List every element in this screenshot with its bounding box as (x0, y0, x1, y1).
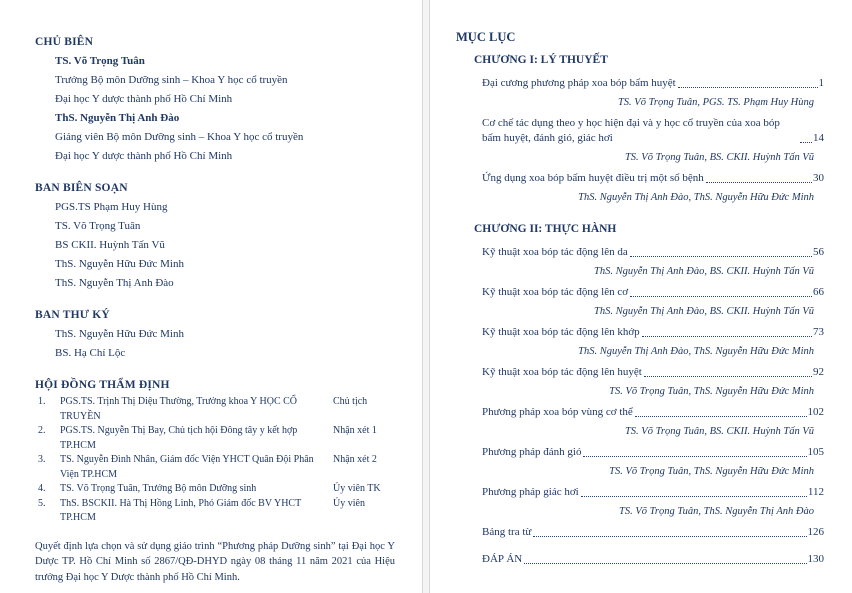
toc-page-number: 66 (813, 286, 824, 298)
person-name: BS. Hạ Chí Lộc (55, 347, 126, 359)
dot-leader (583, 456, 806, 457)
person-name: BS CKII. Huỳnh Tấn Vũ (55, 239, 165, 251)
toc-entry-authors: ThS. Nguyễn Thị Anh Đào, ThS. Nguyễn Hữu Đức Minh (578, 346, 814, 357)
council-row (35, 482, 395, 497)
toc-entry-title: Phương pháp đánh gió (482, 446, 582, 458)
toc-entry-title: Kỹ thuật xoa bóp tác động lên khớp (482, 326, 640, 338)
toc-entry-title: Phương pháp giác hơi (482, 486, 579, 498)
toc-entry-title: Phương pháp xoa bóp vùng cơ thể (482, 406, 633, 418)
council-row (35, 395, 395, 424)
dot-leader (524, 563, 806, 564)
toc-page-number: 1 (818, 77, 824, 89)
toc-entry-title: Kỹ thuật xoa bóp tác động lên huyệt (482, 366, 642, 378)
person-title-line: Giảng viên Bộ môn Dưỡng sinh – Khoa Y học cổ truyền (55, 131, 304, 143)
section-chief-editors (35, 33, 395, 166)
toc-entry-line (482, 76, 824, 91)
approval-decision-note: Quyết định lựa chọn và sử dụng giáo trình “Phương pháp Dưỡng sinh” tại Đại học Y Dược TP. Hồ Chí Minh số 2867/QĐ-DHYD ngày 08 tháng 11 năm 2021 của Hiệu trưởng Đại học Y Dược thành phố Hồ Chí Minh. (35, 540, 395, 583)
council-role: Nhận xét 1 (333, 425, 377, 436)
dot-leader (642, 336, 812, 337)
person-name: TS. Võ Trọng Tuân (55, 220, 141, 232)
toc-entry-line (482, 116, 824, 146)
toc-entry-authors: TS. Võ Trọng Tuân, BS. CKII. Huỳnh Tấn Vũ (624, 426, 814, 437)
dot-leader (706, 182, 812, 183)
section-editorial-board (35, 179, 395, 293)
council-member: PGS.TS. Trịnh Thị Diệu Thường, Trưởng khoa Y HỌC CỔ TRUYỀN (60, 396, 298, 422)
toc-item (482, 245, 824, 279)
section-heading: BAN BIÊN SOẠN (35, 182, 128, 194)
person-name: TS. Võ Trọng Tuân (55, 55, 145, 67)
row-number: 4. (38, 483, 46, 494)
toc-item (482, 285, 824, 319)
row-number: 3. (38, 454, 46, 465)
chapter-1-heading: CHƯƠNG I: LÝ THUYẾT (474, 54, 608, 66)
toc-entry-authors: ThS. Nguyễn Thị Anh Đào, ThS. Nguyễn Hữu Đức Minh (578, 192, 814, 203)
toc-entry-line (482, 171, 824, 186)
left-page (0, 0, 422, 593)
toc-entry-line (482, 525, 824, 540)
person-affiliation-line: Đại học Y dược thành phố Hồ Chí Minh (55, 150, 233, 162)
toc-entry-authors: TS. Võ Trọng Tuân, ThS. Nguyễn Hữu Đức Minh (609, 386, 814, 397)
council-role: Nhận xét 2 (333, 454, 377, 465)
toc-page-number: 92 (813, 366, 824, 378)
council-row (35, 453, 395, 482)
row-number: 1. (38, 396, 46, 407)
section-secretariat (35, 306, 395, 363)
toc-entry-title: Đại cương phương pháp xoa bóp bấm huyệt (482, 77, 676, 89)
toc-entry-authors: TS. Võ Trọng Tuân, BS. CKII. Huỳnh Tấn Vũ (624, 152, 814, 163)
person-name: ThS. Nguyễn Hữu Đức Minh (55, 328, 184, 340)
person-name: ThS. Nguyễn Thị Anh Đào (55, 112, 180, 124)
toc-title: MỤC LỤC (456, 30, 516, 44)
toc-item (482, 552, 824, 567)
person-affiliation-line: Đại học Y dược thành phố Hồ Chí Minh (55, 93, 233, 105)
council-member: ThS. BSCKII. Hà Thị Hồng Linh, Phó Giám đốc BV YHCT TP.HCM (60, 497, 302, 523)
row-number: 5. (38, 497, 46, 509)
section-review-council (35, 376, 395, 526)
dot-leader (635, 416, 807, 417)
toc-entry-authors: TS. Võ Trọng Tuân, ThS. Nguyễn Thị Anh Đào (619, 506, 814, 517)
toc-entry-line (482, 285, 824, 300)
toc-item (482, 485, 824, 519)
toc-page-number: 14 (813, 132, 824, 144)
page-spine-divider (422, 0, 430, 593)
person-name: ThS. Nguyễn Hữu Đức Minh (55, 258, 184, 270)
dot-leader (630, 256, 812, 257)
toc-item (482, 171, 824, 205)
toc-entry-line (482, 365, 824, 380)
toc-page-number: 130 (807, 553, 824, 565)
section-heading: HỘI ĐỒNG THẨM ĐỊNH (35, 379, 170, 391)
toc-item (482, 325, 824, 359)
toc-entry-line (482, 405, 824, 420)
dot-leader (581, 496, 807, 497)
dot-leader (678, 87, 818, 88)
toc-item (482, 76, 824, 110)
toc-entry-title: Bảng tra từ (482, 526, 532, 538)
toc-item (482, 445, 824, 479)
toc-entry-title: Kỹ thuật xoa bóp tác động lên cơ (482, 286, 629, 298)
toc-entry-title: Cơ chế tác dụng theo y học hiện đại và y học cổ truyền của xoa bóp bấm huyệt, đánh gió, giác hơi (482, 117, 780, 144)
council-member: PGS.TS. Nguyễn Thị Bay, Chủ tịch hội Đông tây y kết hợp TP.HCM (60, 425, 298, 451)
toc-entry-title: ĐÁP ÁN (482, 553, 523, 565)
toc-page-number: 56 (813, 246, 824, 258)
toc-entry-line (482, 485, 824, 500)
toc-page-number: 73 (813, 326, 824, 338)
council-row (35, 424, 395, 453)
council-member: TS. Võ Trọng Tuân, Trưởng Bộ môn Dưỡng sinh (60, 483, 257, 494)
dot-leader (644, 376, 812, 377)
chapter-2-heading: CHƯƠNG II: THỰC HÀNH (474, 223, 617, 235)
dot-leader (630, 296, 812, 297)
person-name: ThS. Nguyễn Thị Anh Đào (55, 277, 174, 289)
toc-entry-line (482, 552, 824, 567)
toc-entry-line (482, 445, 824, 460)
toc-entry-authors: TS. Võ Trọng Tuân, PGS. TS. Phạm Huy Hùng (617, 97, 814, 108)
council-role: Chủ tịch (333, 396, 368, 407)
toc-entry-authors: ThS. Nguyễn Thị Anh Đào, BS. CKII. Huỳnh Tấn Vũ (593, 266, 814, 277)
right-page (430, 0, 852, 593)
council-role: Ủy viên (333, 497, 365, 509)
toc-entry-authors: TS. Võ Trọng Tuân, ThS. Nguyễn Hữu Đức Minh (609, 466, 814, 477)
dot-leader (533, 536, 806, 537)
toc-entry-line (482, 325, 824, 340)
toc-item (482, 405, 824, 439)
toc-item (482, 365, 824, 399)
council-role: Ủy viên TK (333, 483, 381, 494)
person-title-line: Trưởng Bộ môn Dưỡng sinh – Khoa Y học cổ truyền (55, 74, 288, 86)
toc-entry-title: Kỹ thuật xoa bóp tác động lên da (482, 246, 628, 258)
toc-entry-title: Ứng dụng xoa bóp bấm huyệt điều trị một số bệnh (482, 172, 704, 184)
dot-leader (800, 142, 812, 143)
toc-item (482, 525, 824, 540)
toc-page-number: 105 (807, 446, 824, 458)
toc-item (482, 116, 824, 165)
toc-entry-line (482, 245, 824, 260)
section-heading: BAN THƯ KÝ (35, 309, 110, 321)
toc-entry-authors: ThS. Nguyễn Thị Anh Đào, BS. CKII. Huỳnh Tấn Vũ (593, 306, 814, 317)
person-name: PGS.TS Phạm Huy Hùng (55, 201, 168, 213)
council-member: TS. Nguyễn Đình Nhân, Giám đốc Viện YHCT Quân Đội Phân Viện TP.HCM (60, 454, 314, 480)
section-heading: CHỦ BIÊN (35, 36, 94, 48)
toc-page-number: 30 (813, 172, 824, 184)
toc-page-number: 102 (807, 406, 824, 418)
council-row (35, 497, 395, 526)
toc-page-number: 112 (807, 486, 824, 498)
row-number: 2. (38, 425, 46, 436)
toc-page-number: 126 (807, 526, 824, 538)
